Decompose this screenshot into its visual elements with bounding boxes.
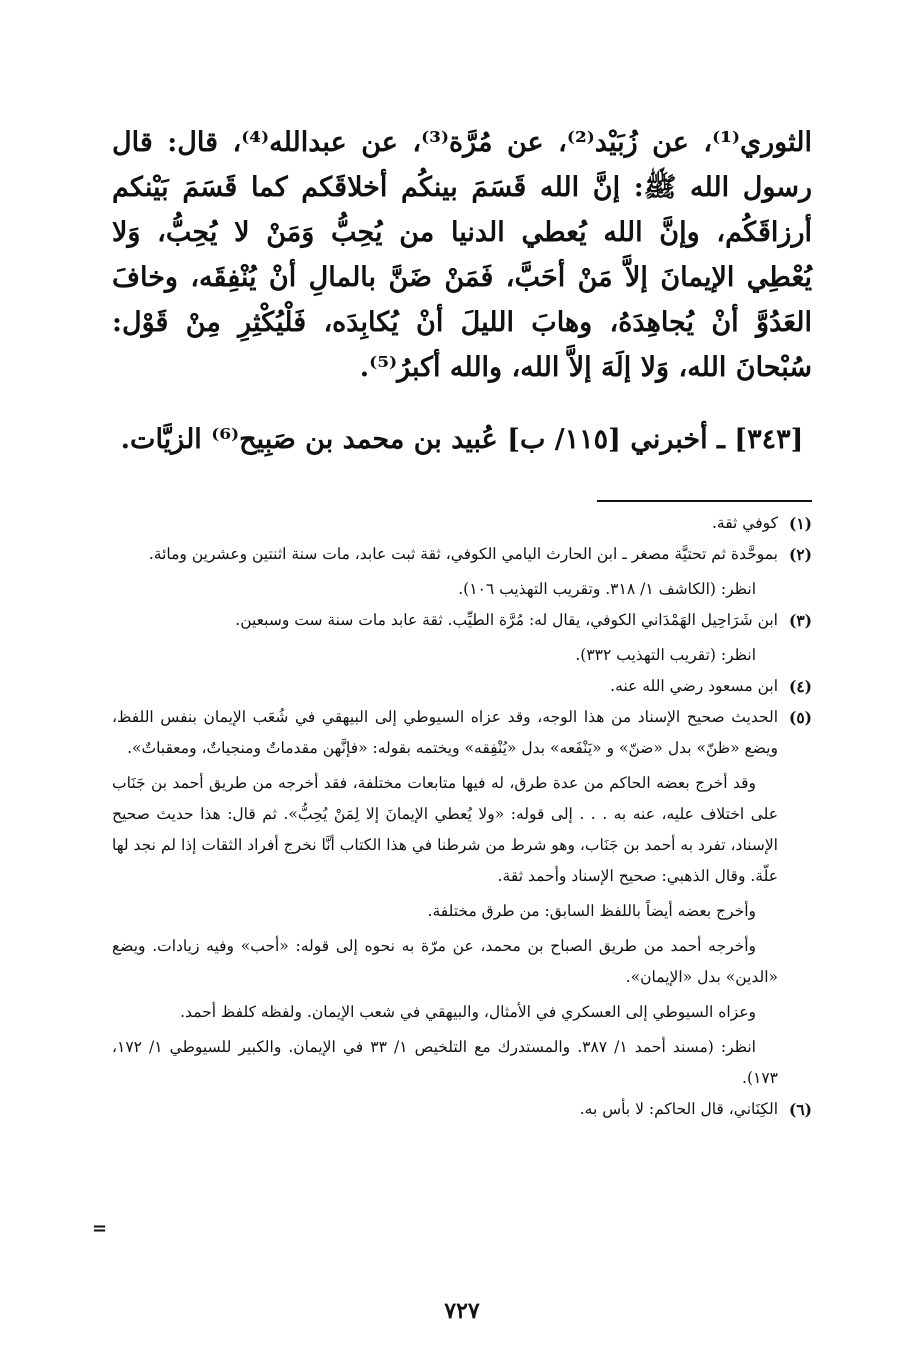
footnote-paragraph: وأخرجه أحمد من طريق الصباح بن محمد، عن مرّة به نحوه إلى قوله: «أحب» وفيه زيادات. ويضع «الدين» بدل «الإيمان». bbox=[112, 937, 778, 986]
footnote-number: (٥) bbox=[788, 708, 812, 727]
page-body bbox=[112, 120, 812, 1125]
footnote-number: (٤) bbox=[788, 677, 812, 696]
footnote bbox=[112, 671, 812, 702]
page-number: ٧٢٧ bbox=[444, 1298, 480, 1324]
footnote-divider bbox=[597, 500, 812, 502]
footnote-paragraph: وعزاه السيوطي إلى العسكري في الأمثال، والبيهقي في شعب الإيمان. ولفظه كلفظ أحمد. bbox=[180, 1003, 756, 1021]
footnote-body bbox=[112, 702, 778, 1094]
footnote-paragraph: وأخرج بعضه أيضاً باللفظ السابق: من طرق مختلفة. bbox=[427, 902, 756, 920]
footnote-paragraph: انظر: (مسند أحمد ١/ ٣٨٧. والمستدرك مع التلخيص ١/ ٣٣ في الإيمان. والكبير للسيوطي ١/ ١٧٢، ١٧٣). bbox=[112, 1038, 778, 1087]
footnote-paragraph: كوفي ثقة. bbox=[711, 514, 778, 532]
footnote-number: (٣) bbox=[788, 611, 812, 630]
footnote-body bbox=[112, 539, 778, 605]
footnote-paragraph: انظر: (الكاشف ١/ ٣١٨. وتقريب التهذيب ١٠٦). bbox=[458, 580, 756, 598]
continuation-mark: = bbox=[92, 1218, 108, 1239]
footnote bbox=[112, 605, 812, 671]
hadith-header: [٣٤٣] ـ أخبرني [١١٥/ ب] عُبيد بن محمد بن صَبِيح⁽⁶⁾ الزيَّات. bbox=[120, 424, 804, 455]
footnote-number: (١) bbox=[788, 514, 812, 533]
hadith-text: الثوري⁽¹⁾، عن زُبَيْد⁽²⁾، عن مُرَّة⁽³⁾، عن عبدالله⁽⁴⁾، قال: قال رسول الله ﷺ: إنَّ الله قَسَمَ بينكُم أخلاقَكم كما قَسَمَ بَيْنكم أرزاقَكُم، وإنَّ الله يُعطي الدنيا من يُحِبُّ وَمَنْ لا يُحِبُّ، وَلا يُعْطِي الإيمانَ إلاَّ مَنْ أحَبَّ، فَمَنْ ضَنَّ بالمالِ أنْ يُنْفِقَه، وخافَ العَدُوَّ أنْ يُجاهِدَهُ، وهابَ الليلَ أنْ يُكابِدَه، فَلْيُكْثِرِ مِنْ قَوْل: سُبْحانَ الله، وَلا إلَهَ إلاَّ الله، والله أكبرُ⁽⁵⁾. bbox=[112, 127, 812, 383]
footnote-paragraph: ابن شَرَاحِيل الهَمْدَاني الكوفي، يقال له: مُرَّة الطيِّب. ثقة عابد مات سنة ست وسبعين. bbox=[235, 611, 778, 629]
footnote-paragraph: بموحَّدة ثم تحتيَّة مصغر ـ ابن الحارث اليامي الكوفي، ثقة ثبت عابد، مات سنة اثنتين وعشرين ومائة. bbox=[148, 545, 778, 563]
footnote-number: (٢) bbox=[788, 545, 812, 564]
footnote bbox=[112, 702, 812, 1094]
footnote-paragraph: ابن مسعود رضي الله عنه. bbox=[610, 677, 778, 695]
footnote-number: (٦) bbox=[788, 1100, 812, 1119]
footnotes bbox=[112, 508, 812, 1125]
footnote-body bbox=[112, 671, 778, 702]
footnote-paragraph: انظر: (تقريب التهذيب ٣٣٢). bbox=[575, 646, 756, 664]
footnote-paragraph: الكِنَاني، قال الحاكم: لا بأس به. bbox=[579, 1100, 778, 1118]
footnote bbox=[112, 539, 812, 605]
footnote-body bbox=[112, 1094, 778, 1125]
footnote-paragraph: وقد أخرج بعضه الحاكم من عدة طرق، له فيها متابعات مختلفة، فقد أخرجه من طريق أحمد بن جَنَاب على اختلاف عليه، عنه به . . . إلى قوله: «ولا يُعطي الإيمانَ إلا لِمَنْ يُحِبُّ». ثم قال: هذا حديث صحيح الإسناد، تفرد به أحمد بن جَنَاب، وهو شرط من شرطنا في هذا الكتاب أنَّا نخرج أفراد الثقات إذا لم نجد لها علّة. وقال الذهبي: صحيح الإسناد وأحمد ثقة. bbox=[112, 774, 778, 885]
footnote-body bbox=[112, 605, 778, 671]
footnote bbox=[112, 1094, 812, 1125]
footnote-paragraph: الحديث صحيح الإسناد من هذا الوجه، وقد عزاه السيوطي إلى البيهقي في شُعَب الإيمان بنفس اللفظ، ويضع «ظنّ» بدل «ضنّ» و «يَنْفَعه» بدل «يُنْفِقه» ويختمه بقوله: «فإنَّهن مقدماتٌ ومنجياتٌ، ومعقباتٌ». bbox=[112, 708, 778, 757]
footnote bbox=[112, 508, 812, 539]
footnote-body bbox=[112, 508, 778, 539]
